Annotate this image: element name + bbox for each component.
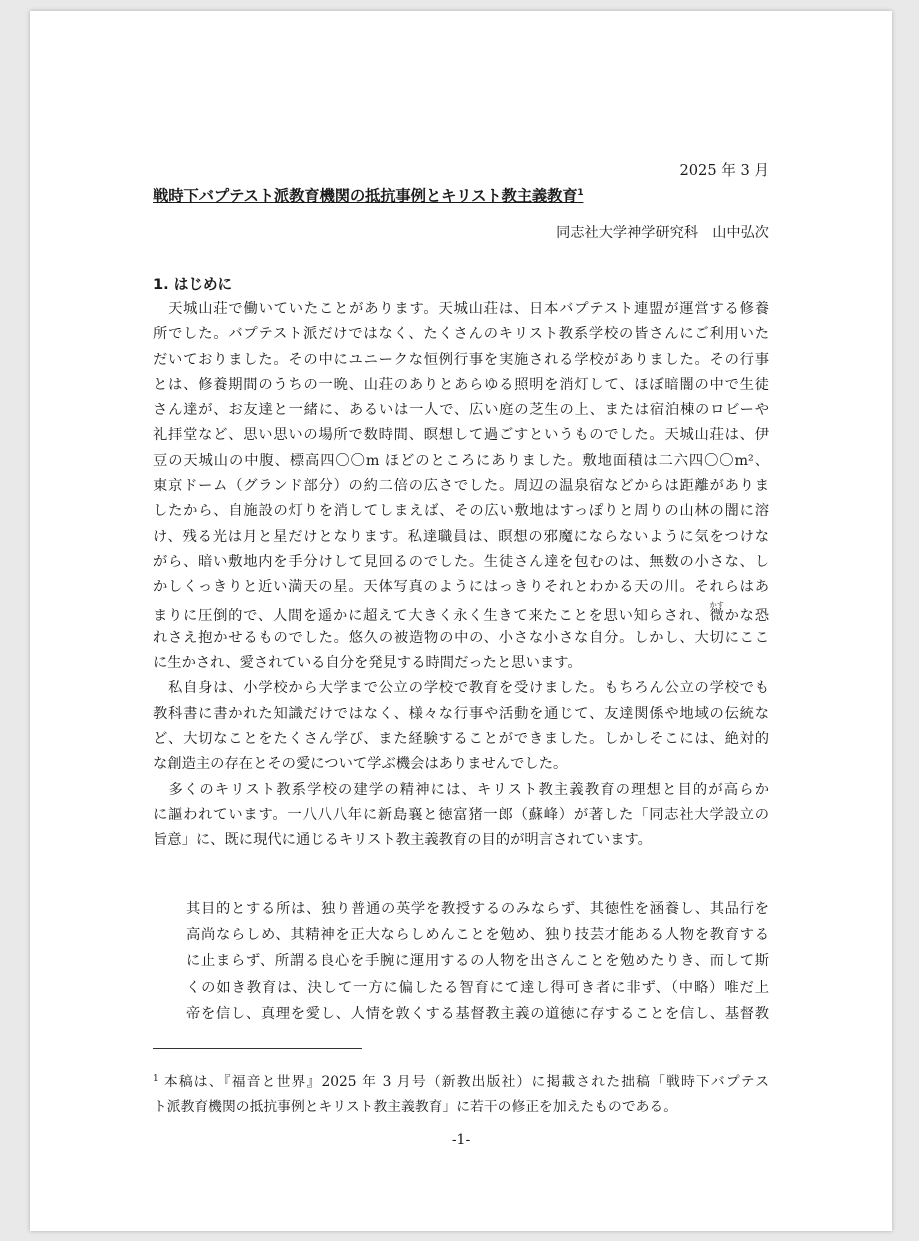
body-line: だいておりました。その中にユニークな恒例行事を実施される学校がありました。その行事 [153,351,769,368]
footnote-text: ト派教育機関の抵抗事例とキリスト教主義教育」に若干の修正を加えたものである。 [153,1099,678,1115]
document-date: 2025 年 3 月 [679,162,769,179]
body-line: 旨意」に、既に現代に通じるキリスト教主義教育の目的が明言されています。 [153,832,652,849]
body-line: に生かされ、愛されている自分を発見する時間だったと思います。 [153,655,582,672]
body-line: 東京ドーム（グランド部分）の約二倍の広さでした。周辺の温泉宿などからは距離がありま [153,478,769,495]
title-text: 戦時下バプテスト派教育機関の抵抗事例とキリスト教主義教育 [153,187,578,205]
body-text [153,297,769,854]
body-line: に謳われています。一八八八年に新島襄と徳富猪一郎（蘇峰）が著した「同志社大学設立の [153,806,769,823]
block-quote [186,896,769,1027]
body-line: 所でした。バプテスト派だけではなく、たくさんのキリスト教系学校の皆さんにご利用いた [153,326,769,343]
quote-line: 高尚ならしめ、其精神を正大ならしめんことを勉め、独り技芸才能ある人物を教育する [186,927,769,944]
ruby-text: かす [709,600,724,609]
body-line: さん達が、お友達と一緒に、あるいは一人で、広い庭の芝生の上、または宿泊棟のロビーや [153,402,769,419]
footnote [153,1065,769,1121]
body-line: 教科書に書かれた知識だけではなく、様々な行事や活動を通じて、友達関係や地域の伝統な [153,705,769,722]
footnote-text: 本稿は、『福音と世界』2025 年 3 月号（新教出版社）に掲載された拙稿「戦時下バプテス [162,1074,769,1090]
section-heading: 1. はじめに [153,276,233,293]
body-line: な創造主の存在とその愛について学ぶ機会はありませんでした。 [153,756,568,773]
title-footnote-marker: 1 [577,188,584,198]
body-line: 多くのキリスト教系学校の建学の精神には、キリスト教主義教育の理想と目的が高らか [153,781,769,798]
body-line: 礼拝堂など、思い思いの場所で数時間、瞑想して過ごすというものでした。天城山荘は、伊 [153,427,769,444]
quote-line: 帝を信し、真理を愛し、人情を敦くする基督教主義の道徳に存することを信し、基督教 [186,1005,769,1022]
body-line: け、残る光は月と星だけとなります。私達職員は、瞑想の邪魔にならないように気をつけな [153,528,769,545]
ruby-annotation: 微かす [709,600,725,624]
quote-line: に止まらず、所謂る良心を手腕に運用するの人物を出さんことを勉めたりき、而して斯 [186,953,769,970]
document-page [30,11,892,1231]
body-line: 豆の天城山の中腹、標高四〇〇m ほどのところにありました。敷地面積は二六四〇〇m²、 [153,452,769,469]
footnote-separator [153,1048,362,1049]
page-number: -1- [451,1132,471,1148]
quote-line: 其目的とする所は、独り普通の英学を教授するのみならず、其徳性を涵養し、其品行を [186,901,769,917]
body-line: れさえ抱かせるものでした。悠久の被造物の中の、小さな小さな自分。しかし、大切にここ [153,629,769,646]
body-line: 天城山荘で働いていたことがあります。天城山荘は、日本バプテスト連盟が運営する修養 [153,301,769,317]
document-title [153,184,769,206]
body-line: がら、暗い敷地内を手分けして見回るのでした。生徒さん達を包むのは、無数の小さな、し [153,553,769,570]
body-line: ど、大切なことをたくさん学び、また経験することができました。しかしそこには、絶対的 [153,731,769,748]
body-line: まりに圧倒的で、人間を遥かに超えて大きく永く生きて来たことを思い知らされ、微かすかな恐 [153,600,769,624]
footnote-marker: 1 [153,1074,159,1084]
quote-line: くの如き教育は、決して一方に偏したる智育にて達し得可き者に非ず、（中略）唯だ上 [186,979,769,996]
body-line: 私自身は、小学校から大学まで公立の学校で教育を受けました。もちろん公立の学校でも [153,680,769,697]
body-line: かしくっきりと近い満天の星。天体写真のようにはっきりそれとわかる天の川。それらはあ [153,579,769,596]
body-line: したから、自施設の灯りを消してしまえば、その広い敷地はすっぽりと周りの山林の闇に溶 [153,503,769,520]
footnote-line [153,1093,769,1121]
footnote-line [153,1065,769,1093]
body-line: とは、修養期間のうちの一晩、山荘のありとあらゆる照明を消灯して、ほぼ暗闇の中で生徒 [153,376,769,393]
document-author: 同志社大学神学研究科 山中弘次 [556,225,769,241]
